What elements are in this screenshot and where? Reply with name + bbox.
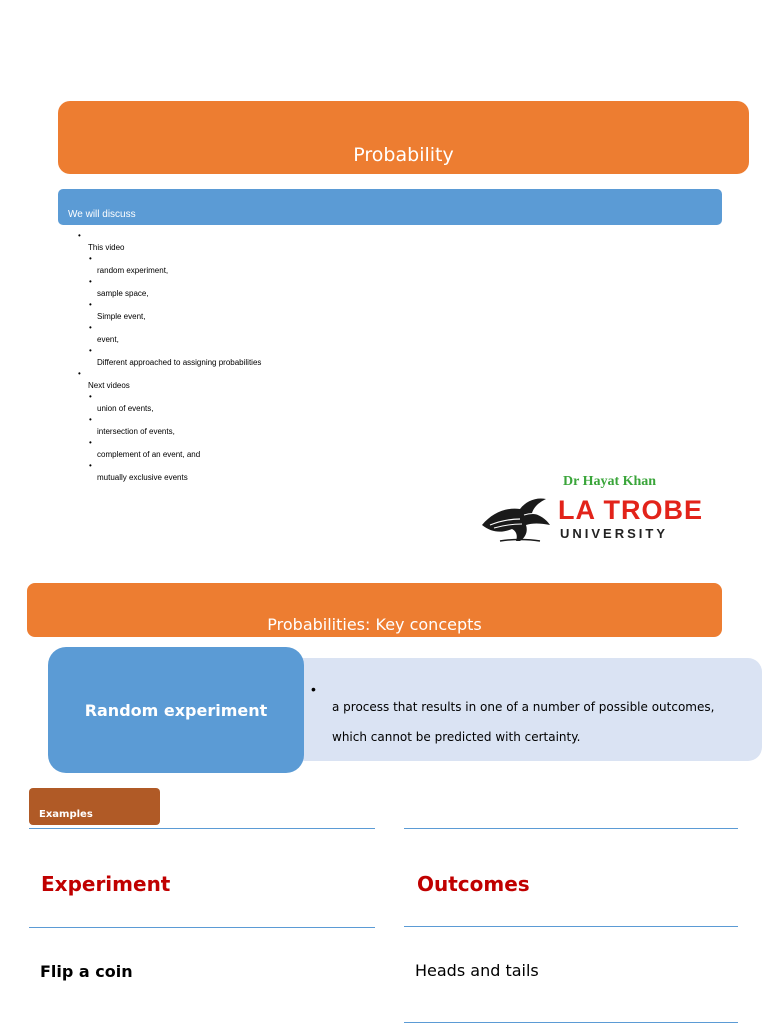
outline-list (78, 230, 261, 483)
table-divider (29, 927, 375, 928)
slide-title-banner (58, 101, 749, 174)
concept-box (48, 647, 304, 773)
bullet-icon: • (89, 277, 92, 286)
bullet-icon: • (89, 346, 92, 355)
outline-item (78, 299, 261, 322)
examples-label: Examples (39, 809, 93, 820)
logo-wordmark: LA TROBE (558, 495, 703, 525)
bullet-icon: • (78, 231, 81, 240)
eagle-icon (480, 495, 552, 545)
bullet-icon: • (89, 461, 92, 470)
table-divider (404, 926, 738, 927)
outline-group-label: This video (88, 242, 125, 252)
outline-item-label: complement of an event, and (97, 449, 201, 459)
outline-item-label: intersection of events, (97, 426, 175, 436)
section-title: Probabilities: Key concepts (267, 615, 482, 634)
outline-item-label: Different approached to assigning probabilities (97, 357, 262, 367)
bullet-icon: • (89, 392, 92, 401)
bullet-icon: • (89, 323, 92, 332)
section-title-banner (27, 583, 722, 637)
outline-item (78, 414, 261, 437)
outline-item-label: random experiment, (97, 265, 169, 275)
outline-item-label: mutually exclusive events (97, 472, 188, 482)
table-header-experiment: Experiment (41, 872, 171, 896)
outline-item (78, 253, 261, 276)
subheading: We will discuss (68, 209, 136, 220)
examples-tag (29, 788, 160, 825)
outline-item-label: event, (97, 334, 119, 344)
outline-group-label: Next videos (88, 380, 130, 390)
bullet-icon: • (89, 438, 92, 447)
logo-subtitle: UNIVERSITY (560, 526, 669, 541)
bullet-icon: • (89, 300, 92, 309)
bullet-icon: • (78, 369, 81, 378)
subheading-bar (58, 189, 722, 225)
outline-item-label: union of events, (97, 403, 154, 413)
table-header-outcomes: Outcomes (417, 872, 530, 896)
outline-item-label: Simple event, (97, 311, 146, 321)
table-cell-outcomes: Heads and tails (415, 961, 539, 980)
outline-item (78, 345, 261, 368)
table-cell-experiment: Flip a coin (40, 962, 133, 981)
outline-item-label: sample space, (97, 288, 149, 298)
slide-title: Probability (353, 144, 454, 166)
outline-item (78, 276, 261, 299)
table-divider (404, 1022, 738, 1023)
concept-label: Random experiment (84, 700, 268, 720)
table-divider (404, 828, 738, 829)
university-logo (480, 495, 750, 547)
bullet-icon: • (311, 681, 316, 697)
outline-group (78, 368, 261, 391)
outline-item (78, 391, 261, 414)
table-divider (29, 828, 375, 829)
outline-group (78, 230, 261, 253)
bullet-icon: • (89, 254, 92, 263)
outline-item (78, 322, 261, 345)
outline-item (78, 437, 261, 460)
definition-text: a process that results in one of a number of possible outcomes, which cannot be predicted with certainty. (332, 700, 715, 744)
bullet-icon: • (89, 415, 92, 424)
author-name: Dr Hayat Khan (563, 474, 657, 489)
outline-item (78, 460, 261, 483)
